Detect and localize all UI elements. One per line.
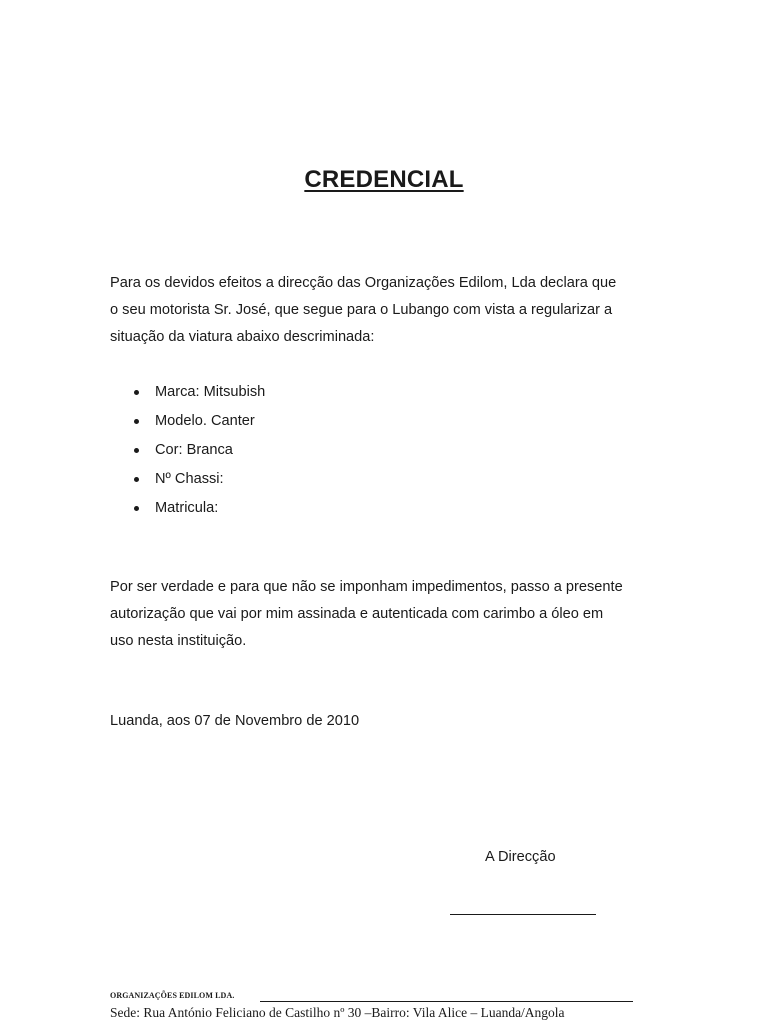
paragraph-line: situação da viatura abaixo descriminada:	[110, 329, 375, 345]
list-item-text: Modelo. Canter	[155, 413, 255, 429]
list-item-text: Nº Chassi:	[155, 471, 224, 487]
list-item	[110, 378, 265, 407]
bullet-icon	[134, 448, 139, 453]
paragraph-line: uso nesta instituição.	[110, 633, 247, 649]
bullet-icon	[134, 477, 139, 482]
bullet-icon	[134, 390, 139, 395]
document-title: CREDENCIAL	[304, 166, 464, 193]
list-item-text: Cor: Branca	[155, 442, 233, 458]
list-item-text: Matricula:	[155, 500, 219, 516]
footer-rule	[260, 1001, 633, 1002]
footer-company: ORGANIZAÇÕES EDILOM LDA.	[110, 991, 235, 1000]
paragraph-line: Para os devidos efeitos a direcção das Organizações Edilom, Lda declara que	[110, 275, 617, 291]
list-item	[110, 436, 265, 465]
paragraph-line: Por ser verdade e para que não se imponham impedimentos, passo a presente	[110, 579, 623, 595]
signature-line	[450, 914, 596, 915]
bullet-icon	[134, 506, 139, 511]
paragraph-line: autorização que vai por mim assinada e autenticada com carimbo a óleo em	[110, 606, 604, 622]
list-item-text: Marca: Mitsubish	[155, 384, 266, 400]
vehicle-details-list	[110, 378, 265, 523]
paragraph-line: o seu motorista Sr. José, que segue para o Lubango com vista a regularizar a	[110, 302, 613, 318]
closing-paragraph	[110, 574, 670, 655]
signoff-label: A Direcção	[485, 849, 556, 865]
date-line: Luanda, aos 07 de Novembro de 2010	[110, 713, 360, 729]
footer-address: Sede: Rua António Feliciano de Castilho nº 30 –Bairro: Vila Alice – Luanda/Angola	[110, 1005, 565, 1020]
list-item	[110, 494, 265, 523]
list-item	[110, 407, 265, 436]
intro-paragraph	[110, 270, 670, 351]
bullet-icon	[134, 419, 139, 424]
list-item	[110, 465, 265, 494]
